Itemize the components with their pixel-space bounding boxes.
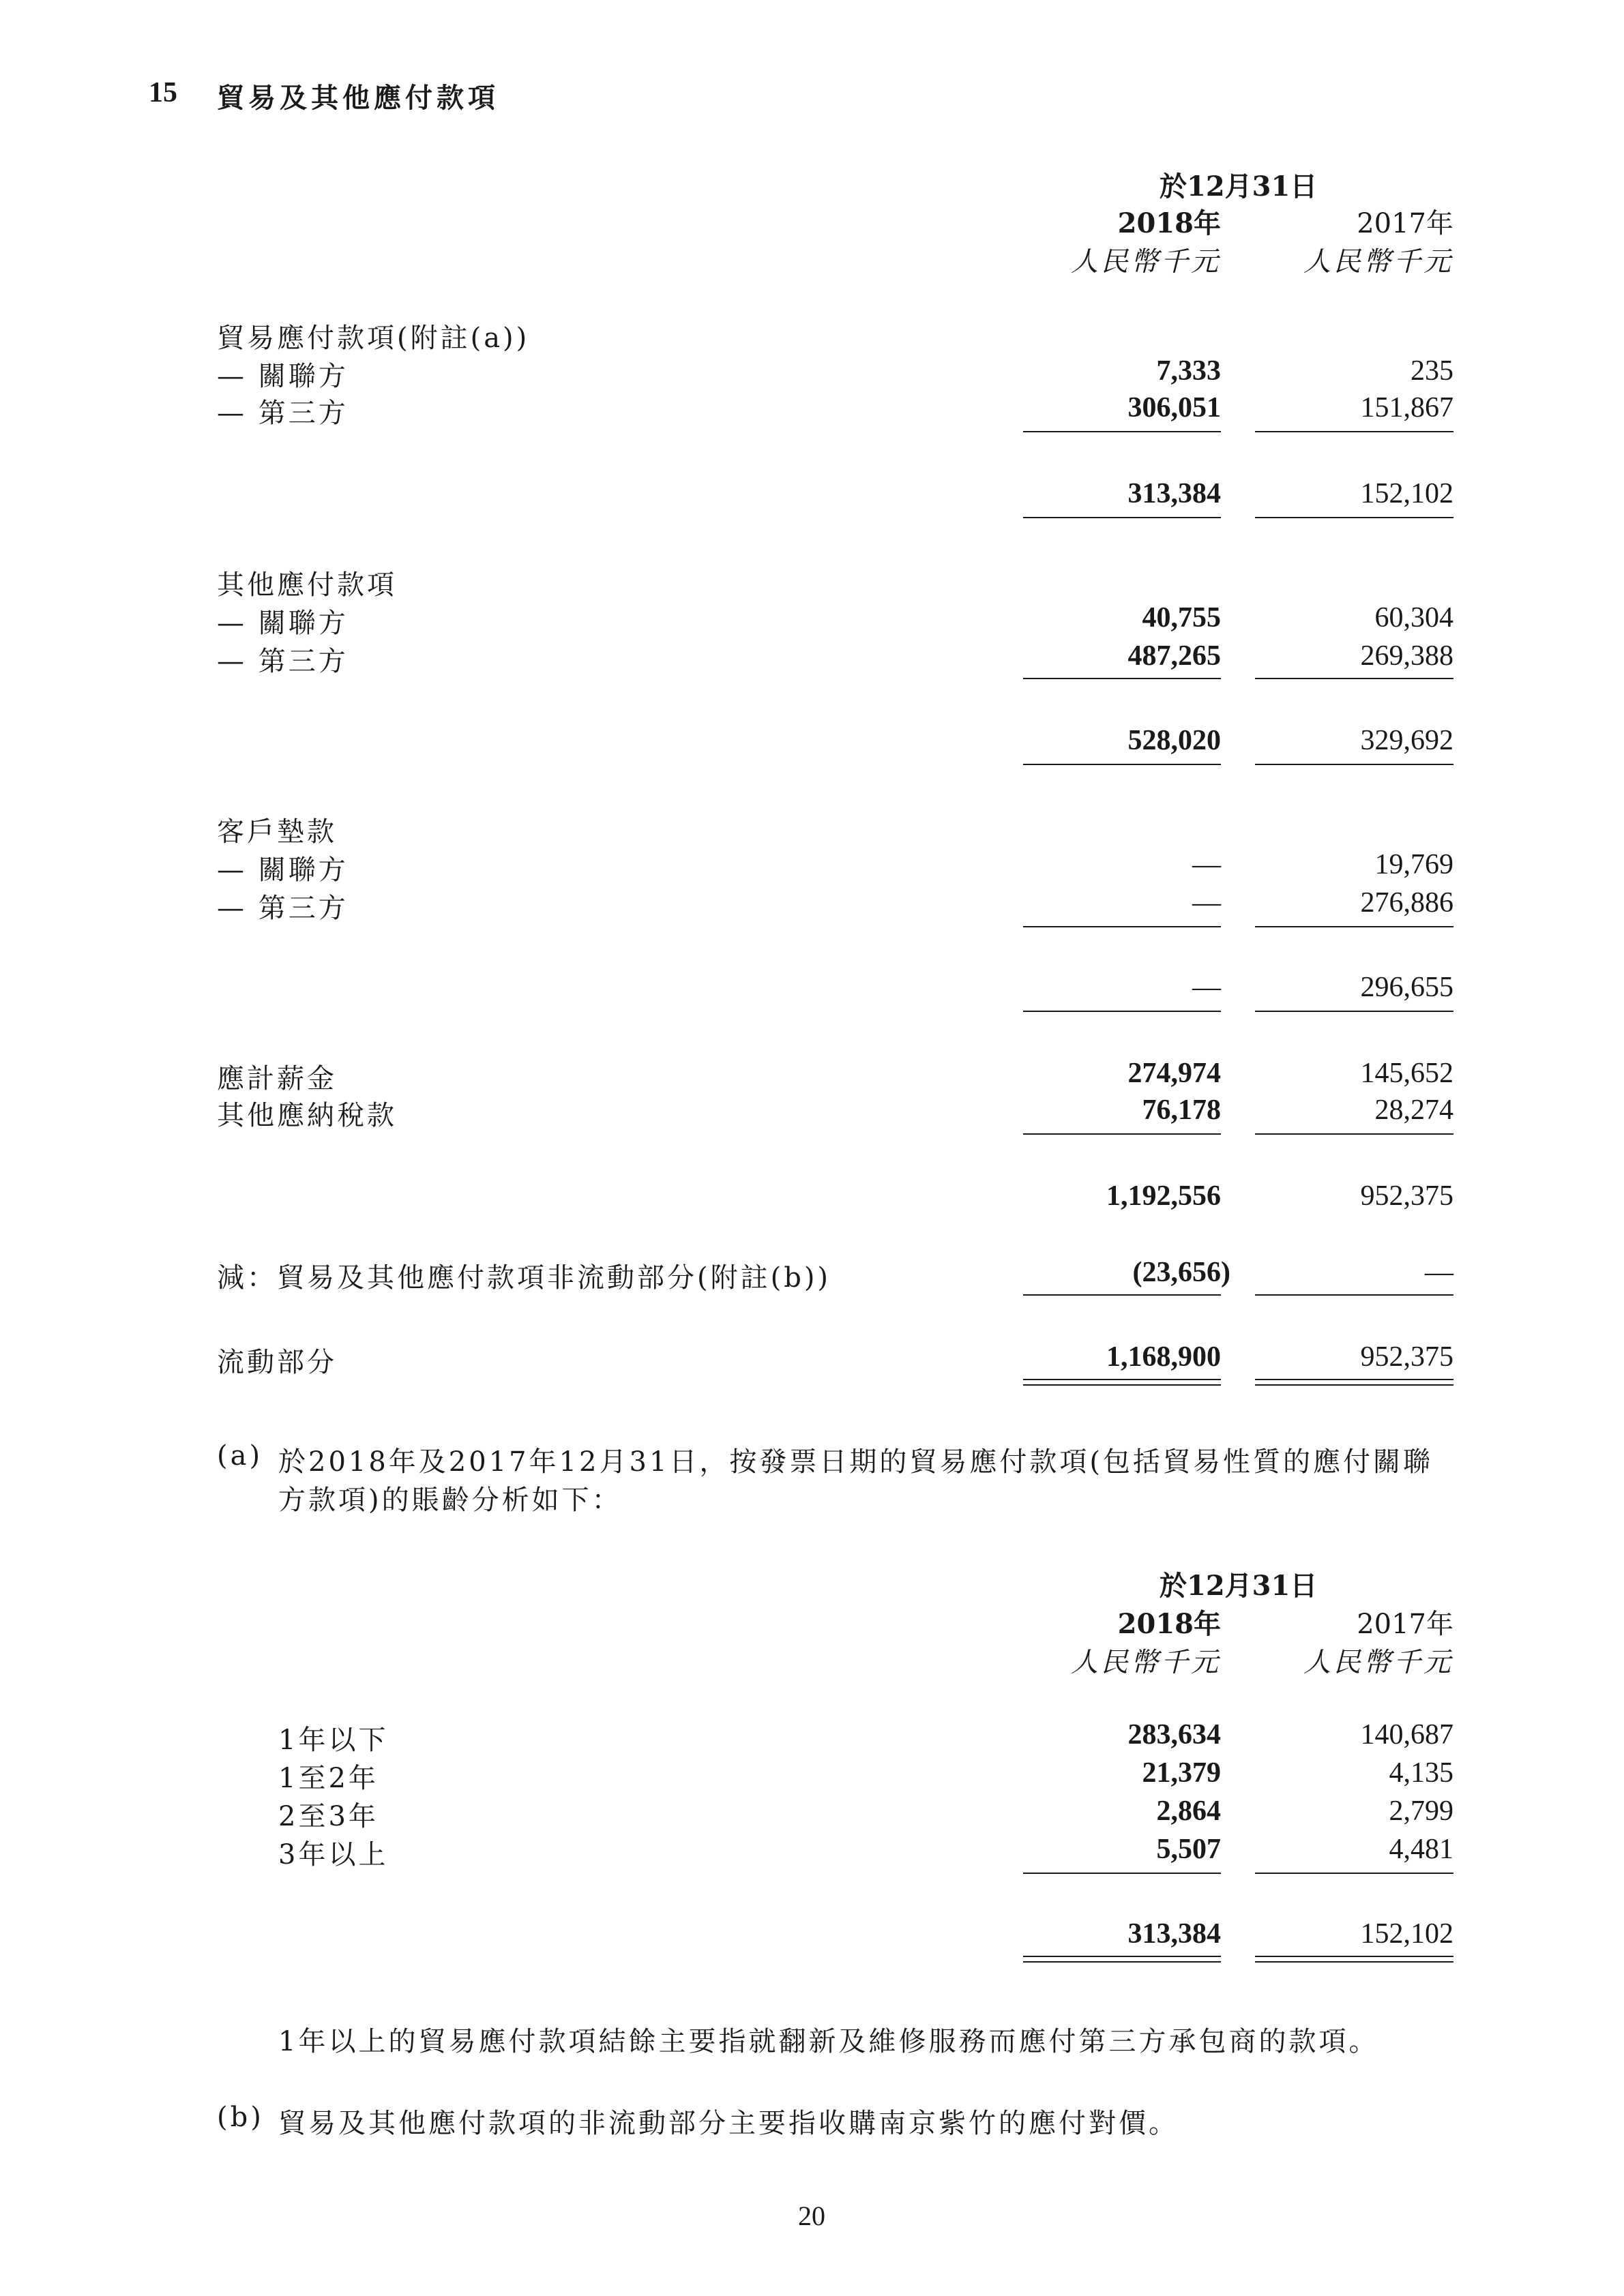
table2-as-at-header: 於12月31日 bbox=[1160, 1570, 1318, 1602]
double-rule bbox=[1255, 1956, 1453, 1963]
table2-unit-current: 人民幣千元 bbox=[1071, 1647, 1221, 1678]
advances-subtotal-2017: 296,655 bbox=[1360, 972, 1453, 1003]
table1-year-current: 2018年 bbox=[1117, 207, 1221, 239]
rule bbox=[1255, 1873, 1453, 1874]
other-related-label: — 關聯方 bbox=[217, 608, 349, 639]
rule bbox=[1023, 1294, 1221, 1296]
rule bbox=[1023, 517, 1221, 518]
trade-related-label: — 關聯方 bbox=[217, 361, 349, 392]
advances-third-2018: — bbox=[1192, 887, 1221, 919]
double-rule bbox=[1023, 1379, 1221, 1386]
rule bbox=[1255, 678, 1453, 679]
trade-third-label: — 第三方 bbox=[217, 398, 349, 429]
advances-third-label: — 第三方 bbox=[217, 893, 349, 924]
rule bbox=[1255, 764, 1453, 765]
taxes-label: 其他應納稅款 bbox=[217, 1100, 397, 1131]
aging-row-2018: 21,379 bbox=[1142, 1757, 1221, 1789]
rule bbox=[1023, 926, 1221, 927]
current-portion-label: 流動部分 bbox=[217, 1347, 337, 1378]
table1-year-prior: 2017年 bbox=[1357, 208, 1453, 239]
trade-subtotal-2017: 152,102 bbox=[1360, 478, 1453, 509]
rule bbox=[1255, 431, 1453, 432]
note-a-marker: (a) bbox=[217, 1440, 263, 1472]
advances-subtotal-2018: — bbox=[1192, 972, 1221, 1003]
advances-related-2017: 19,769 bbox=[1374, 849, 1453, 880]
rule bbox=[1255, 926, 1453, 927]
note-a-line1: 於2018年及2017年12月31日，按發票日期的貿易應付款項(包括貿易性質的應付關聯 bbox=[278, 1446, 1433, 1478]
double-rule bbox=[1255, 1379, 1453, 1386]
trade-third-2018: 306,051 bbox=[1127, 392, 1221, 423]
rule bbox=[1255, 1294, 1453, 1296]
aging-row-label: 2至3年 bbox=[278, 1801, 379, 1832]
other-subtotal-2018: 528,020 bbox=[1127, 725, 1221, 756]
taxes-2017: 28,274 bbox=[1374, 1094, 1453, 1126]
other-third-2017: 269,388 bbox=[1360, 640, 1453, 672]
other-payables-label: 其他應付款項 bbox=[217, 569, 397, 601]
advances-label: 客戶墊款 bbox=[217, 816, 337, 848]
aging-total-2017: 152,102 bbox=[1360, 1918, 1453, 1950]
total-2017: 952,375 bbox=[1360, 1180, 1453, 1212]
taxes-2018: 76,178 bbox=[1142, 1094, 1221, 1126]
trade-payables-label: 貿易應付款項(附註(a)) bbox=[217, 323, 530, 354]
table2-unit-prior: 人民幣千元 bbox=[1303, 1647, 1453, 1678]
note-b-marker: (b) bbox=[217, 2102, 264, 2133]
current-portion-2017: 952,375 bbox=[1360, 1341, 1453, 1373]
salaries-label: 應計薪金 bbox=[217, 1063, 337, 1094]
other-third-2018: 487,265 bbox=[1127, 640, 1221, 672]
current-portion-2018: 1,168,900 bbox=[1106, 1341, 1221, 1373]
note-b-text: 貿易及其他應付款項的非流動部分主要指收購南京紫竹的應付對價。 bbox=[278, 2108, 1179, 2139]
aging-row-2018: 2,864 bbox=[1156, 1795, 1221, 1827]
other-third-label: — 第三方 bbox=[217, 646, 349, 677]
page-number: 20 bbox=[798, 2201, 825, 2231]
rule bbox=[1023, 1873, 1221, 1874]
other-related-2017: 60,304 bbox=[1374, 602, 1453, 633]
trade-third-2017: 151,867 bbox=[1360, 392, 1453, 423]
aging-row-2017: 4,481 bbox=[1389, 1834, 1453, 1865]
aging-row-2017: 2,799 bbox=[1389, 1795, 1453, 1827]
aging-row-2018: 283,634 bbox=[1127, 1719, 1221, 1750]
table1-as-at-header: 於12月31日 bbox=[1160, 170, 1318, 203]
note-a-line2: 方款項)的賬齡分析如下： bbox=[278, 1485, 622, 1516]
rule bbox=[1255, 1011, 1453, 1012]
aging-row-label: 1至2年 bbox=[278, 1763, 379, 1794]
table1-unit-current: 人民幣千元 bbox=[1071, 246, 1221, 278]
rule bbox=[1023, 1133, 1221, 1135]
aging-row-label: 1年以下 bbox=[278, 1725, 389, 1756]
salaries-2018: 274,974 bbox=[1127, 1058, 1221, 1089]
aging-row-label: 3年以上 bbox=[278, 1839, 389, 1870]
other-related-2018: 40,755 bbox=[1142, 602, 1221, 633]
rule bbox=[1023, 764, 1221, 765]
less-noncurrent-2017: — bbox=[1425, 1257, 1453, 1288]
double-rule bbox=[1023, 1956, 1221, 1963]
table1-unit-prior: 人民幣千元 bbox=[1303, 246, 1453, 278]
section-number: 15 bbox=[149, 77, 177, 108]
trade-subtotal-2018: 313,384 bbox=[1127, 478, 1221, 509]
rule bbox=[1023, 431, 1221, 432]
table2-year-current: 2018年 bbox=[1117, 1608, 1221, 1640]
trade-related-2017: 235 bbox=[1411, 355, 1453, 387]
section-title: 貿易及其他應付款項 bbox=[217, 82, 499, 114]
trade-related-2018: 7,333 bbox=[1156, 355, 1221, 387]
rule bbox=[1023, 678, 1221, 679]
less-noncurrent-2018: (23,656) bbox=[1132, 1257, 1230, 1288]
advances-related-2018: — bbox=[1192, 849, 1221, 880]
rule bbox=[1255, 1133, 1453, 1135]
less-noncurrent-label: 減：貿易及其他應付款項非流動部分(附註(b)) bbox=[217, 1262, 831, 1294]
aging-total-2018: 313,384 bbox=[1127, 1918, 1221, 1950]
advances-third-2017: 276,886 bbox=[1360, 887, 1453, 919]
note-a-explanation: 1年以上的貿易應付款項結餘主要指就翻新及維修服務而應付第三方承包商的款項。 bbox=[278, 2026, 1379, 2057]
total-2018: 1,192,556 bbox=[1106, 1180, 1221, 1212]
rule bbox=[1255, 517, 1453, 518]
aging-row-2017: 4,135 bbox=[1389, 1757, 1453, 1789]
rule bbox=[1023, 1011, 1221, 1012]
table2-year-prior: 2017年 bbox=[1357, 1609, 1453, 1640]
aging-row-2017: 140,687 bbox=[1360, 1719, 1453, 1750]
salaries-2017: 145,652 bbox=[1360, 1058, 1453, 1089]
other-subtotal-2017: 329,692 bbox=[1360, 725, 1453, 756]
aging-row-2018: 5,507 bbox=[1156, 1834, 1221, 1865]
advances-related-label: — 關聯方 bbox=[217, 854, 349, 886]
